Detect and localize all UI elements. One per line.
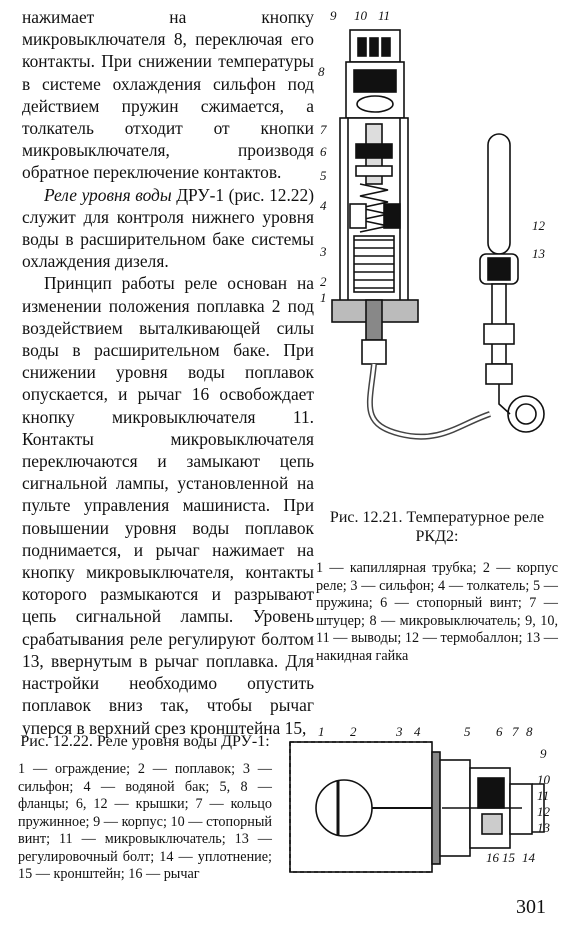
label-9: 9 bbox=[330, 8, 337, 23]
label-11: 11 bbox=[378, 8, 391, 23]
page-number: 301 bbox=[516, 896, 546, 918]
label-13: 13 bbox=[537, 820, 550, 835]
label-13: 13 bbox=[532, 246, 545, 261]
label-9: 9 bbox=[540, 746, 547, 761]
caption-body: 1 — капиллярная трубка; 2 — корпус реле; 3 — сильфон; 4 — толкатель; 5 — пружина; 6 — стопорный винт; 7 — штуцер; 8 — микровыключатель; 9, 10, 11 — выводы; 12 — термобаллон; 13 — накидная гайка bbox=[316, 560, 558, 664]
label-12: 12 bbox=[532, 218, 545, 233]
caption-title: Рис. 12.21. Температурное реле РКД2: bbox=[329, 509, 545, 545]
label-1: 1 bbox=[318, 724, 325, 739]
label-5: 5 bbox=[464, 724, 471, 739]
label-8: 8 bbox=[318, 64, 325, 79]
label-1: 1 bbox=[320, 290, 327, 305]
label-11: 11 bbox=[537, 788, 550, 803]
paragraph-3: Принцип работы реле основан на изменении положения поплавка 2 под воздействием выталкивающей силы воды в расширительном баке. При снижении уровня воды поплавок опускается, и рычаг 16 освобождает кнопку микровыключателя 11. Контакты микровыключателя переключаются и замыкают цепь сигнальной лампы, установленной на пульте управления машиниста. При повышении уровня воды поплавок поднимается, и рычаг нажимает на кнопку микровыключателя, контакты которого размыкаются и разрывают цепь сигнальной лампы. Уровень срабатывания реле регулируют болтом 13, ввернутым в рычаг поплавка. Для настройки необходимо опустить поплавок вниз так, чтобы рычаг уперся в верхний срез кронштейна 15, bbox=[22, 273, 314, 738]
paragraph-2-italic: Реле уровня воды bbox=[44, 184, 172, 205]
caption-body: 1 — ограждение; 2 — поплавок; 3 — сильфон; 4 — водяной бак; 5, 8 — фланцы; 6, 12 — крышки; 7 — кольцо пружинное; 9 — корпус; 10 — стопорный винт; 11 — микровыключатель; 13 — регулировочный болт; 14 — уплотнение; 15 — кронштейн; 16 — рычаг bbox=[18, 761, 272, 882]
label-14: 14 bbox=[522, 850, 535, 865]
label-2: 2 bbox=[320, 274, 327, 289]
main-text-column bbox=[22, 6, 314, 739]
figure-12-21-caption bbox=[316, 508, 558, 665]
label-2: 2 bbox=[350, 724, 357, 739]
label-5: 5 bbox=[320, 168, 327, 183]
label-8: 8 bbox=[526, 724, 533, 739]
paragraph-2-rest: ДРУ-1 (рис. 12.22) служит для контроля нижнего уровня воды в расширительном баке системы охлаждения дизеля. bbox=[22, 184, 314, 272]
label-3: 3 bbox=[320, 244, 327, 259]
label-4: 4 bbox=[320, 198, 327, 213]
caption-title: Рис. 12.22. Реле уровня воды ДРУ-1: bbox=[20, 733, 270, 750]
label-10: 10 bbox=[354, 8, 367, 23]
label-4: 4 bbox=[414, 724, 421, 739]
label-15: 15 bbox=[502, 850, 515, 865]
label-16: 16 bbox=[486, 850, 499, 865]
label-6: 6 bbox=[496, 724, 503, 739]
label-10: 10 bbox=[537, 772, 550, 787]
paragraph-2 bbox=[22, 184, 314, 273]
label-12: 12 bbox=[537, 804, 550, 819]
label-7: 7 bbox=[512, 724, 519, 739]
figure-12-21-drawing bbox=[310, 4, 558, 492]
label-6: 6 bbox=[320, 144, 327, 159]
figure-12-22-drawing bbox=[282, 722, 558, 888]
label-7: 7 bbox=[320, 122, 327, 137]
paragraph-1: нажимает на кнопку микровыключателя 8, переключая его контакты. При снижении температуры в системе охлаждения сильфон под действием пружин сжимается, а толкатель отходит от кнопки микровыключателя, производя обратное переключение контактов. bbox=[22, 7, 314, 183]
label-3: 3 bbox=[396, 724, 403, 739]
figure-12-22-caption bbox=[18, 732, 272, 884]
